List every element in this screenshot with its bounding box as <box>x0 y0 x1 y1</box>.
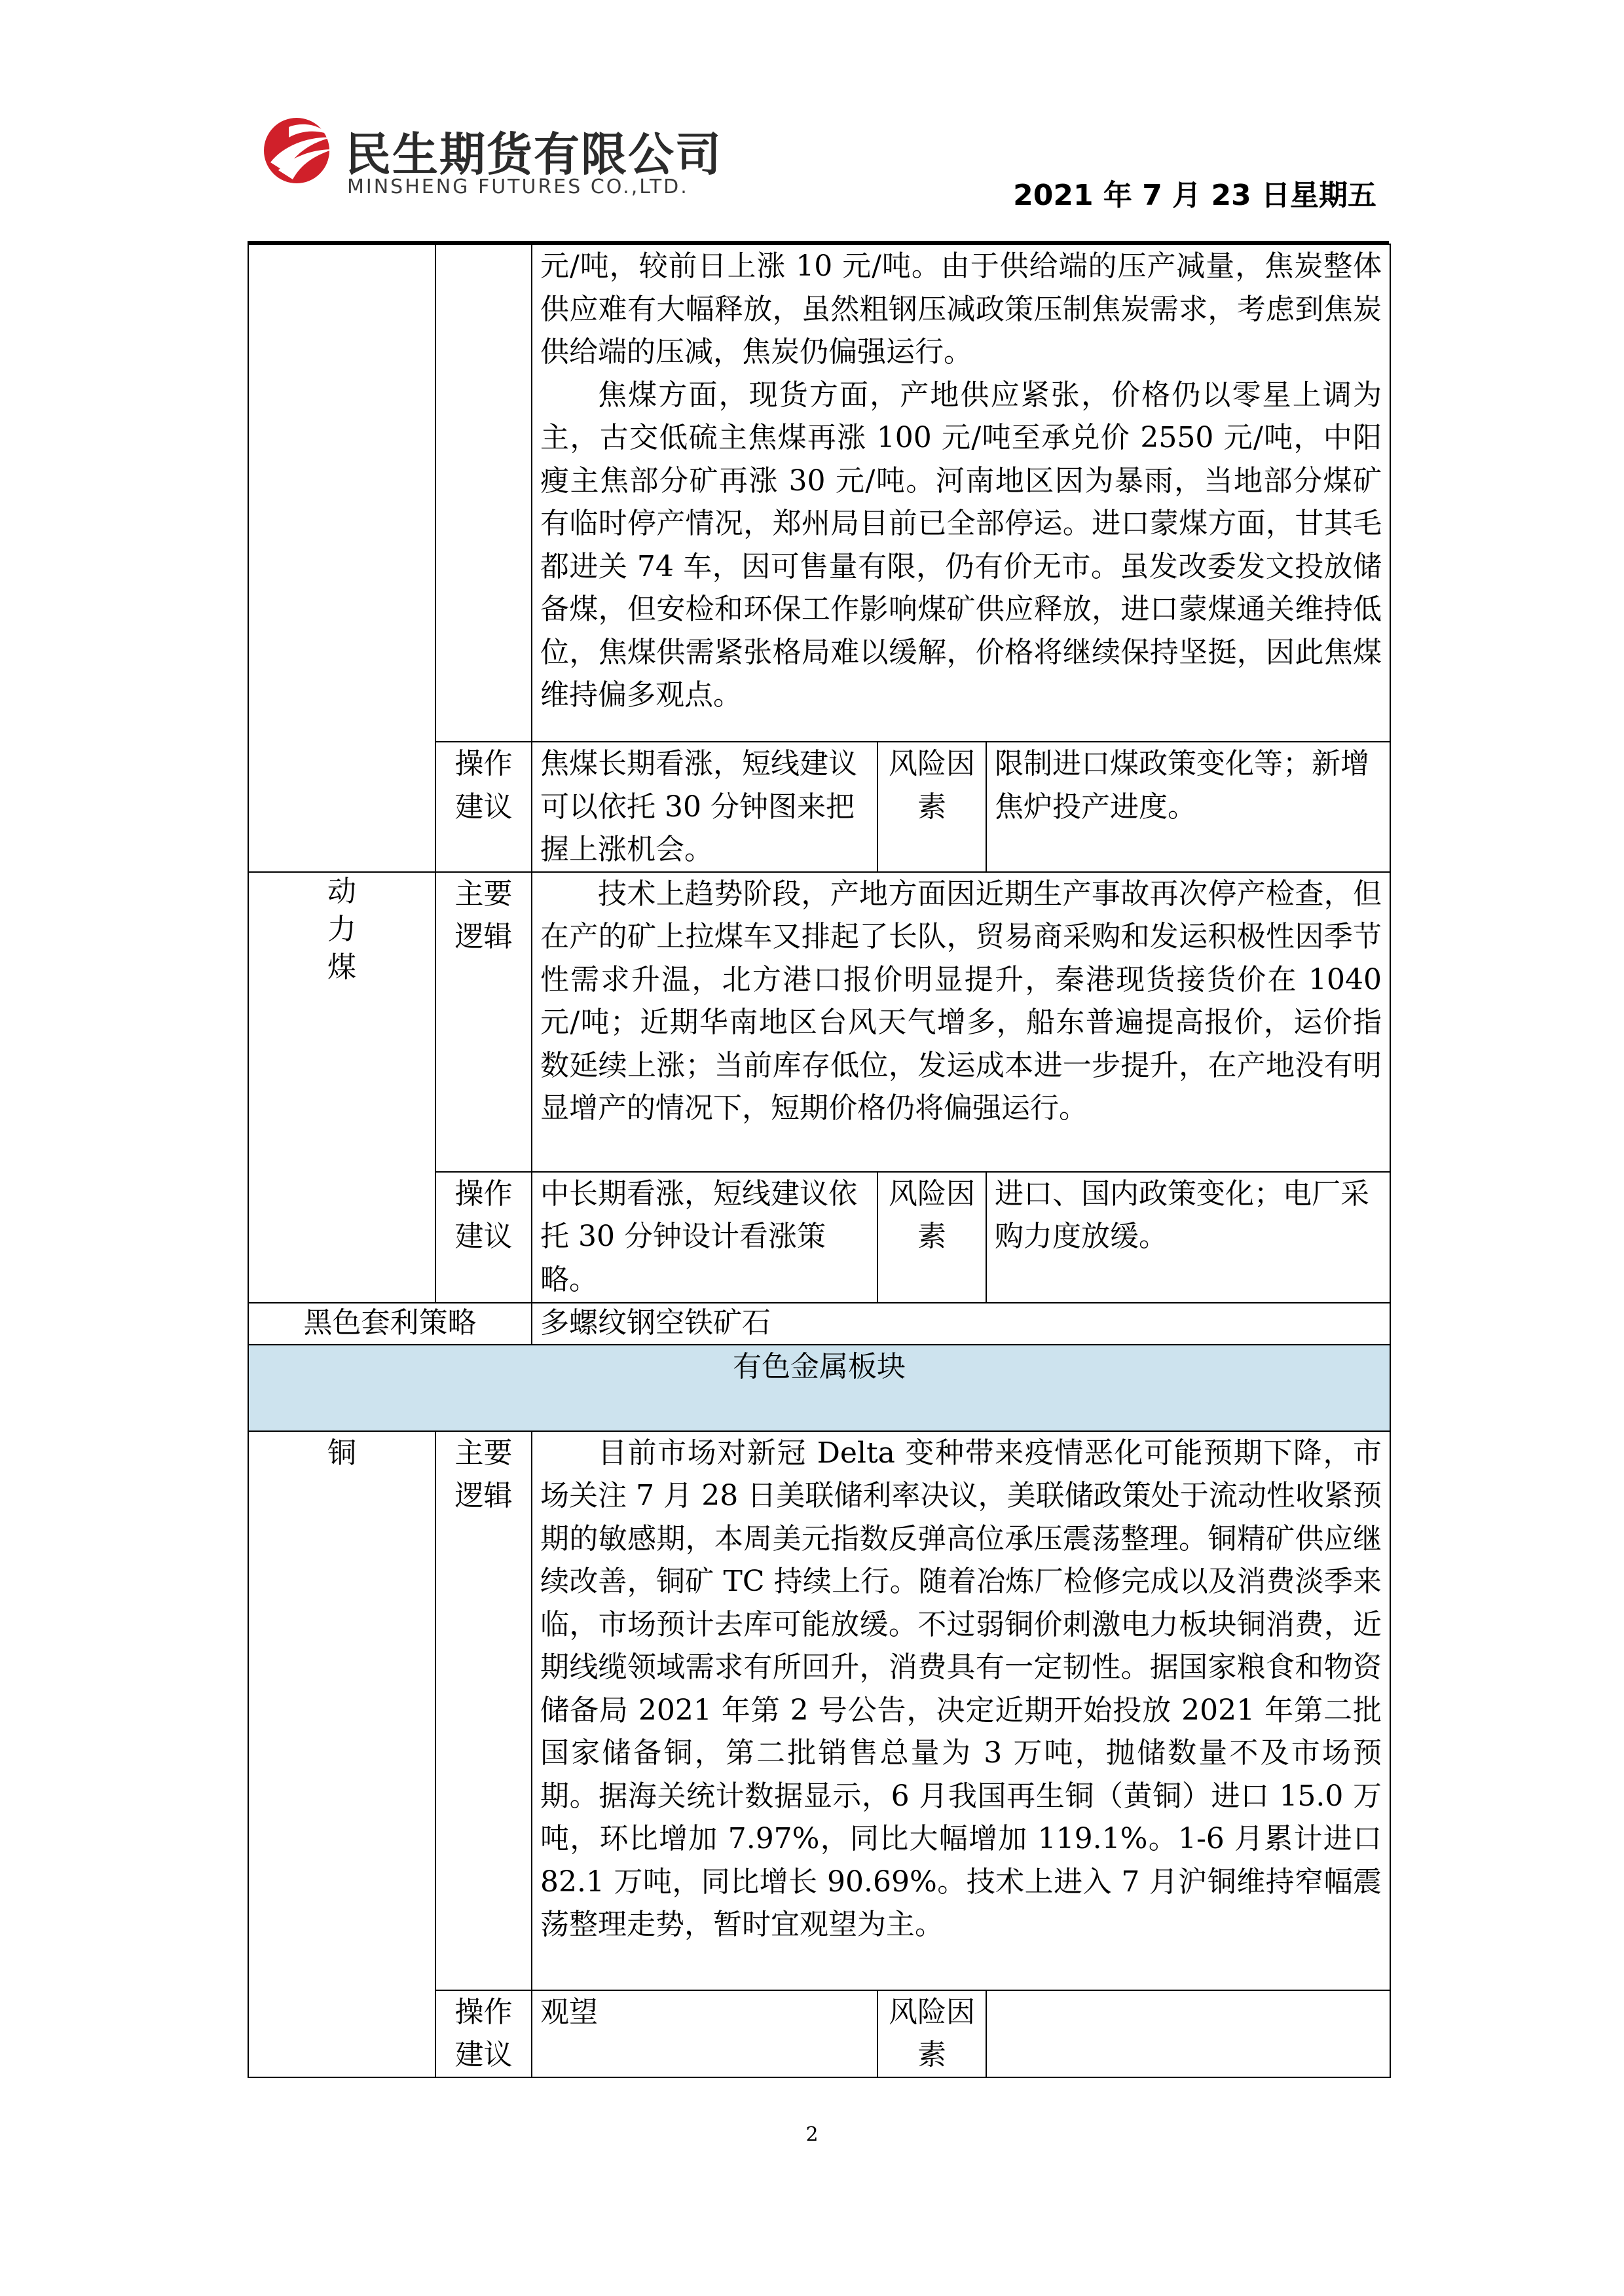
thermal-coal-risk-label: 风险因素 <box>877 1172 986 1303</box>
section-title: 有色金属板块 <box>248 1345 1390 1431</box>
thermal-coal-logic-row <box>248 872 1390 1172</box>
report-date: 2021 年 7 月 23 日星期五 <box>1013 179 1376 212</box>
coke-risk-text: 限制进口煤政策变化等；新增焦炉投产进度。 <box>986 742 1390 872</box>
copper-risk-label: 风险因素 <box>877 1990 986 2077</box>
copper-logic-label: 主要逻辑 <box>435 1431 532 1990</box>
thermal-coal-op-text: 中长期看涨，短线建议依托 30 分钟设计看涨策略。 <box>532 1172 877 1303</box>
coke-op-text: 焦煤长期看涨，短线建议可以依托 30 分钟图来把握上涨机会。 <box>532 742 877 872</box>
company-name-cn: 民生期货有限公司 <box>345 128 722 181</box>
coke-logic-row <box>248 244 1390 742</box>
coke-logic-text <box>532 244 1390 742</box>
coke-name-cell <box>248 244 435 872</box>
section-band-row <box>248 1345 1390 1431</box>
copper-op-label: 操作建议 <box>435 1990 532 2077</box>
company-name-en: MINSHENG FUTURES CO.,LTD. <box>347 175 689 198</box>
company-logo <box>259 111 756 210</box>
thermal-coal-paragraph: 技术上趋势阶段，产地方面因近期生产事故再次停产检查，但在产的矿上拉煤车又排起了长队，贸易商采购和发运积极性因季节性需求升温，北方港口报价明显提升，秦港现货接货价在 1040 元/吨；近期华南地区台风天气增多，船东普遍提高报价，运价指数延续上涨；当前库存低位，发运成本进一步提升，在产地没有明显增产的情况下，短期价格仍将偏强运行。 <box>540 877 1382 1125</box>
copper-name-cell <box>248 1431 435 2077</box>
thermal-coal-logic-text <box>532 872 1390 1172</box>
coke-paragraph: 元/吨，较前日上涨 10 元/吨。由于供给端的压产减量，焦炭整体供应难有大幅释放，虽然粗钢压减政策压制焦炭需求，考虑到焦炭供给端的压减，焦炭仍偏强运行。 <box>540 249 1382 369</box>
arbitrage-row <box>248 1303 1390 1345</box>
page-header <box>0 0 1624 246</box>
coke-logic-label-cell <box>435 244 532 742</box>
copper-risk-text <box>986 1990 1390 2077</box>
arbitrage-text: 多螺纹钢空铁矿石 <box>532 1303 1390 1345</box>
thermal-coal-name: 动力煤 <box>327 874 356 984</box>
thermal-coal-logic-label: 主要逻辑 <box>435 872 532 1172</box>
copper-paragraph: 目前市场对新冠 Delta 变种带来疫情恶化可能预期下降，市场关注 7 月 28 日美联储利率决议，美联储政策处于流动性收紧预期的敏感期，本周美元指数反弹高位承压震荡整理。铜精矿供应继续改善，铜矿 TC 持续上行。随着冶炼厂检修完成以及消费淡季来临，市场预计去库可能放缓。不过弱铜价刺激电力板块铜消费，近期线缆领域需求有所回升，消费具有一定韧性。据国家粮食和物资储备局 2021 年第 2 号公告，决定近期开始投放 2021 年第二批国家储备铜，第二批销售总量为 3 万吨，抛储数量不及市场预期。据海关统计数据显示，6 月我国再生铜（黄铜）进口 15.0 万吨，环比增加 7.97%，同比大幅增加 119.1%。1-6 月累计进口 82.1 万吨，同比增长 90.69%。技术上进入 7 月沪铜维持窄幅震荡整理走势，暂时宜观望为主。 <box>540 1436 1382 1941</box>
thermal-coal-op-label: 操作建议 <box>435 1172 532 1303</box>
thermal-coal-name-cell <box>248 872 435 1303</box>
copper-logic-text <box>532 1431 1390 1990</box>
page-number: 2 <box>805 2123 819 2146</box>
thermal-coal-risk-text: 进口、国内政策变化；电厂采购力度放缓。 <box>986 1172 1390 1303</box>
coke-op-label: 操作建议 <box>435 742 532 872</box>
copper-logic-row <box>248 1431 1390 1990</box>
copper-name: 铜 <box>327 1436 356 1470</box>
logo-emblem-icon <box>259 111 337 190</box>
strategy-table <box>248 244 1391 2078</box>
coke-risk-label: 风险因素 <box>877 742 986 872</box>
arbitrage-label: 黑色套利策略 <box>248 1303 532 1345</box>
copper-op-text: 观望 <box>532 1990 877 2077</box>
coking-coal-paragraph: 焦煤方面，现货方面，产地供应紧张，价格仍以零星上调为主，古交低硫主焦煤再涨 100 元/吨至承兑价 2550 元/吨，中阳瘦主焦部分矿再涨 30 元/吨。河南地区因为暴雨，当地部分煤矿有临时停产情况，郑州局目前已全部停运。进口蒙煤方面，甘其毛都进关 74 车，因可售量有限，仍有价无市。虽发改委发文投放储备煤，但安检和环保工作影响煤矿供应释放，进口蒙煤通关维持低位，焦煤供需紧张格局难以缓解，价格将继续保持坚挺，因此焦煤维持偏多观点。 <box>540 378 1382 712</box>
